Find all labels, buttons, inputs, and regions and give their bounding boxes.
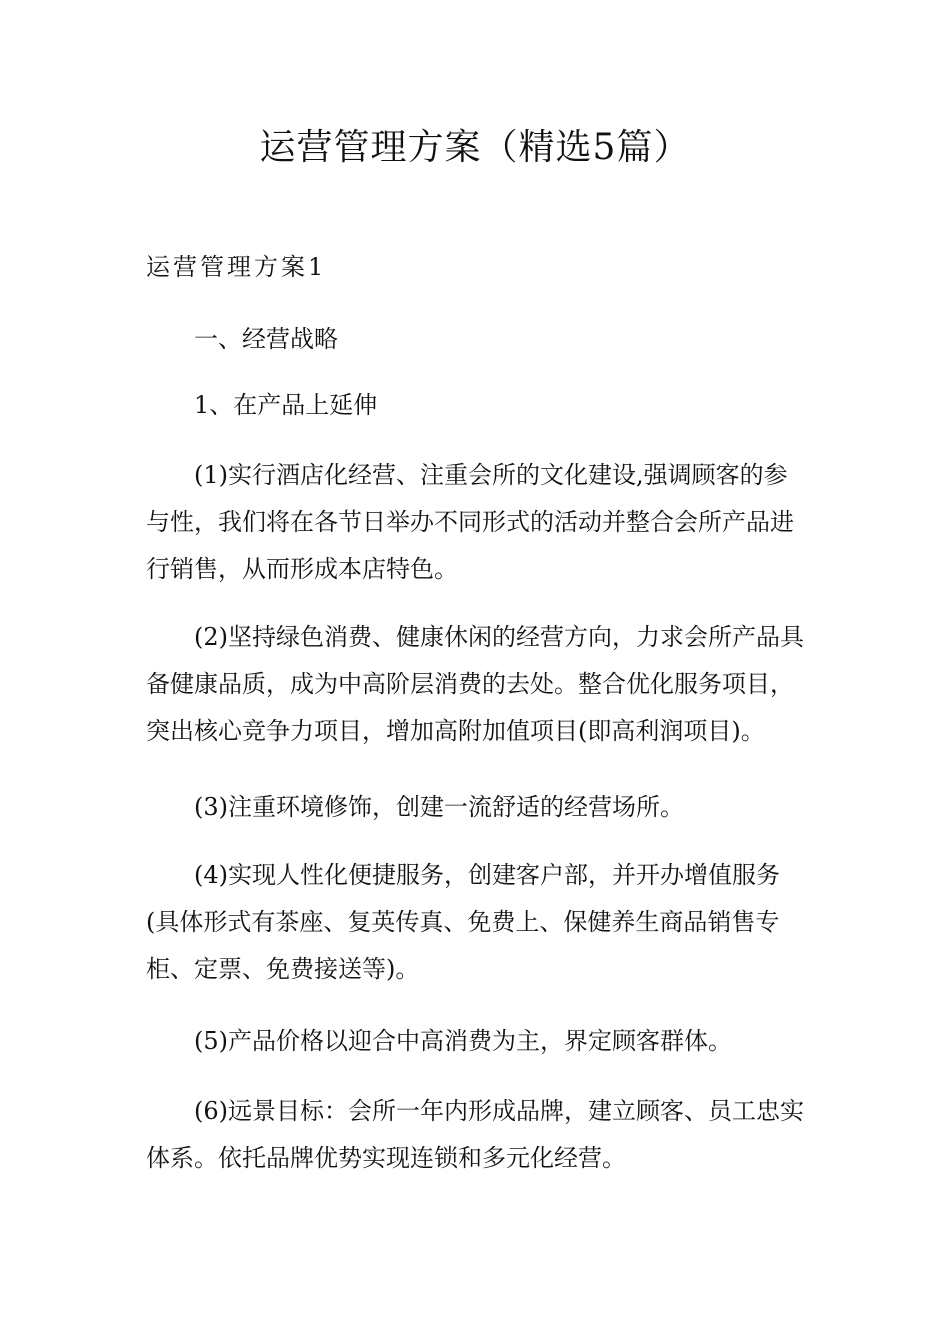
paragraph: (3)注重环境修饰，创建一流舒适的经营场所。 (194, 793, 684, 821)
paragraph: (6)远景目标：会所一年内形成品牌，建立顾客、员工忠实体系。依托品牌优势实现连锁和多元化经营。 (146, 1097, 804, 1172)
paragraph: (4)实现人性化便捷服务，创建客户部，并开办增值服务(具体形式有茶座、复英传真、免费上、保健养生商品销售专柜、定票、免费接送等)。 (146, 861, 780, 983)
document-title: 运营管理方案（精选5篇） (259, 127, 691, 168)
list-item-heading: 1、在产品上延伸 (194, 391, 378, 419)
paragraph: (1)实行酒店化经营、注重会所的文化建设,强调顾客的参与性，我们将在各节日举办不同形式的活动并整合会所产品进行销售，从而形成本店特色。 (146, 461, 794, 583)
paragraph: (2)坚持绿色消费、健康休闲的经营方向，力求会所产品具备健康品质，成为中高阶层消费的去处。整合优化服务项目，突出核心竞争力项目，增加高附加值项目(即高利润项目)。 (146, 623, 804, 745)
paragraph: (5)产品价格以迎合中高消费为主，界定顾客群体。 (194, 1027, 732, 1055)
section-heading: 运营管理方案1 (146, 253, 327, 281)
subheading: 一、经营战略 (194, 325, 338, 353)
